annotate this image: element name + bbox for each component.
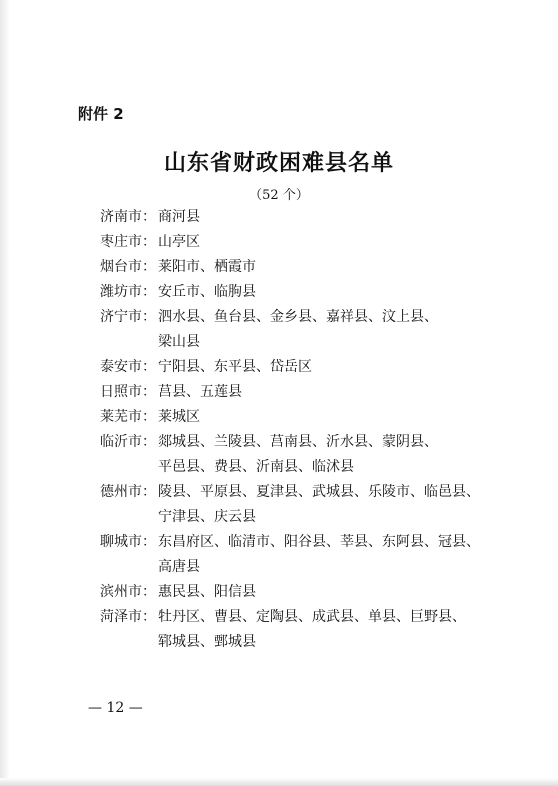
city-name: 莱芜市： xyxy=(100,409,156,425)
list-item xyxy=(100,380,500,405)
list-item xyxy=(100,305,500,355)
city-name: 潍坊市： xyxy=(100,284,156,300)
county-list xyxy=(100,205,500,655)
city-name: 烟台市： xyxy=(100,259,156,275)
county-names: 郯城县、兰陵县、莒南县、沂水县、蒙阴县、 平邑县、费县、沂南县、临沭县 xyxy=(158,434,438,475)
scan-shadow-left xyxy=(0,0,10,786)
list-item xyxy=(100,205,500,230)
county-names: 宁阳县、东平县、岱岳区 xyxy=(158,359,312,375)
county-names: 山亭区 xyxy=(158,234,200,250)
list-item xyxy=(100,355,500,380)
page-number: — 12 — xyxy=(88,700,143,716)
city-name: 聊城市： xyxy=(100,534,156,550)
county-names: 莱城区 xyxy=(158,409,200,425)
city-name: 泰安市： xyxy=(100,359,156,375)
list-item xyxy=(100,230,500,255)
city-name: 日照市： xyxy=(100,384,156,400)
list-item xyxy=(100,255,500,280)
county-names: 东昌府区、临清市、阳谷县、莘县、东阿县、冠县、 高唐县 xyxy=(158,534,480,575)
county-count: （52 个） xyxy=(249,188,309,203)
list-item xyxy=(100,430,500,480)
list-item xyxy=(100,530,500,580)
county-names: 安丘市、临朐县 xyxy=(158,284,256,300)
city-name: 济宁市： xyxy=(100,309,156,325)
list-item xyxy=(100,280,500,305)
county-names: 陵县、平原县、夏津县、武城县、乐陵市、临邑县、 宁津县、庆云县 xyxy=(158,484,480,525)
scan-shadow-bottom xyxy=(0,778,558,786)
city-name: 德州市： xyxy=(100,484,156,500)
county-names: 莱阳市、栖霞市 xyxy=(158,259,256,275)
document-title: 山东省财政困难县名单 xyxy=(163,150,394,176)
list-item xyxy=(100,405,500,430)
list-item xyxy=(100,580,500,605)
city-name: 临沂市： xyxy=(100,434,156,450)
county-names: 莒县、五莲县 xyxy=(158,384,242,400)
list-item xyxy=(100,480,500,530)
city-name: 济南市： xyxy=(100,209,156,225)
city-name: 枣庄市： xyxy=(100,234,156,250)
list-item xyxy=(100,605,500,655)
city-name: 菏泽市： xyxy=(100,609,156,625)
county-names: 泗水县、鱼台县、金乡县、嘉祥县、汶上县、 梁山县 xyxy=(158,309,438,350)
county-names: 惠民县、阳信县 xyxy=(158,584,256,600)
attachment-label: 附件 2 xyxy=(78,105,124,123)
county-names: 牡丹区、曹县、定陶县、成武县、单县、巨野县、 郓城县、鄄城县 xyxy=(158,609,466,650)
city-name: 滨州市： xyxy=(100,584,156,600)
county-names: 商河县 xyxy=(158,209,200,225)
